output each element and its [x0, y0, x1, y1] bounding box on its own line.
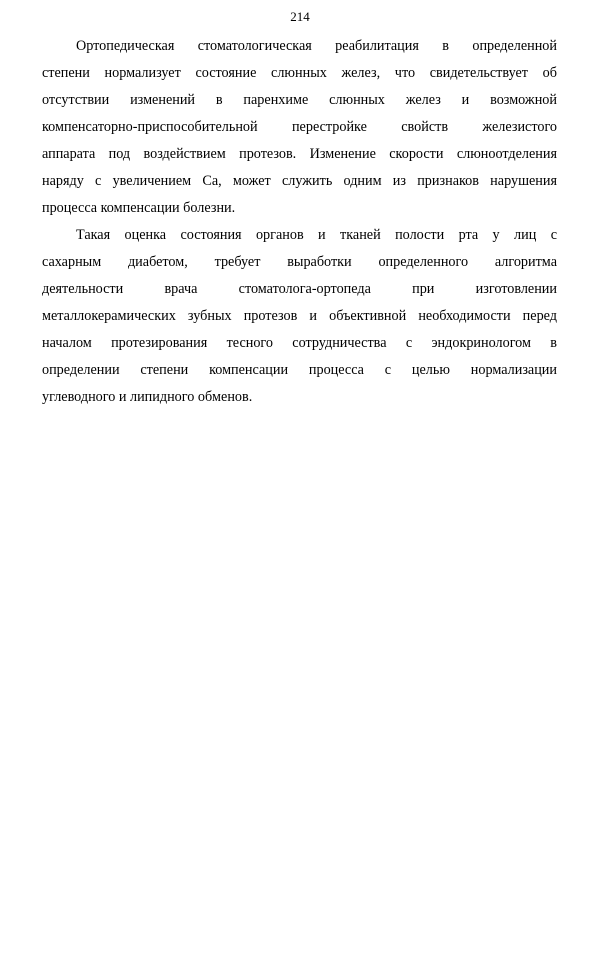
paragraph-line: деятельности врача стоматолога-ортопеда при изготовлении — [42, 281, 557, 297]
page-number: 214 — [290, 9, 310, 24]
paragraph-1 — [42, 33, 557, 222]
paragraph-line: процесса компенсации болезни. — [42, 200, 236, 216]
paragraph-line: углеводного и липидного обменов. — [42, 389, 253, 405]
paragraph-line: началом протезирования тесного сотрудничества с эндокринологом в — [42, 335, 557, 351]
paragraph-line: определении степени компенсации процесса с целью нормализации — [42, 362, 557, 378]
paragraph-line: металлокерамических зубных протезов и объективной необходимости перед — [42, 308, 557, 324]
paragraph-2 — [42, 222, 557, 411]
paragraph-line: аппарата под воздействием протезов. Изменение скорости слюноотделения — [42, 146, 557, 162]
paragraph-line: сахарным диабетом, требует выработки определенного алгоритма — [42, 254, 557, 270]
paragraph-line: степени нормализует состояние слюнных желез, что свидетельствует об — [42, 65, 557, 81]
document-body — [42, 33, 557, 411]
paragraph-line: компенсаторно-приспособительной перестройке свойств железистого — [42, 119, 557, 135]
paragraph-line: Ортопедическая стоматологическая реабилитация в определенной — [76, 38, 557, 54]
paragraph-line: наряду с увеличением Са, может служить одним из признаков нарушения — [42, 173, 557, 189]
paragraph-line: отсутствии изменений в паренхиме слюнных желез и возможной — [42, 92, 557, 108]
paragraph-line: Такая оценка состояния органов и тканей полости рта у лиц с — [76, 227, 557, 243]
